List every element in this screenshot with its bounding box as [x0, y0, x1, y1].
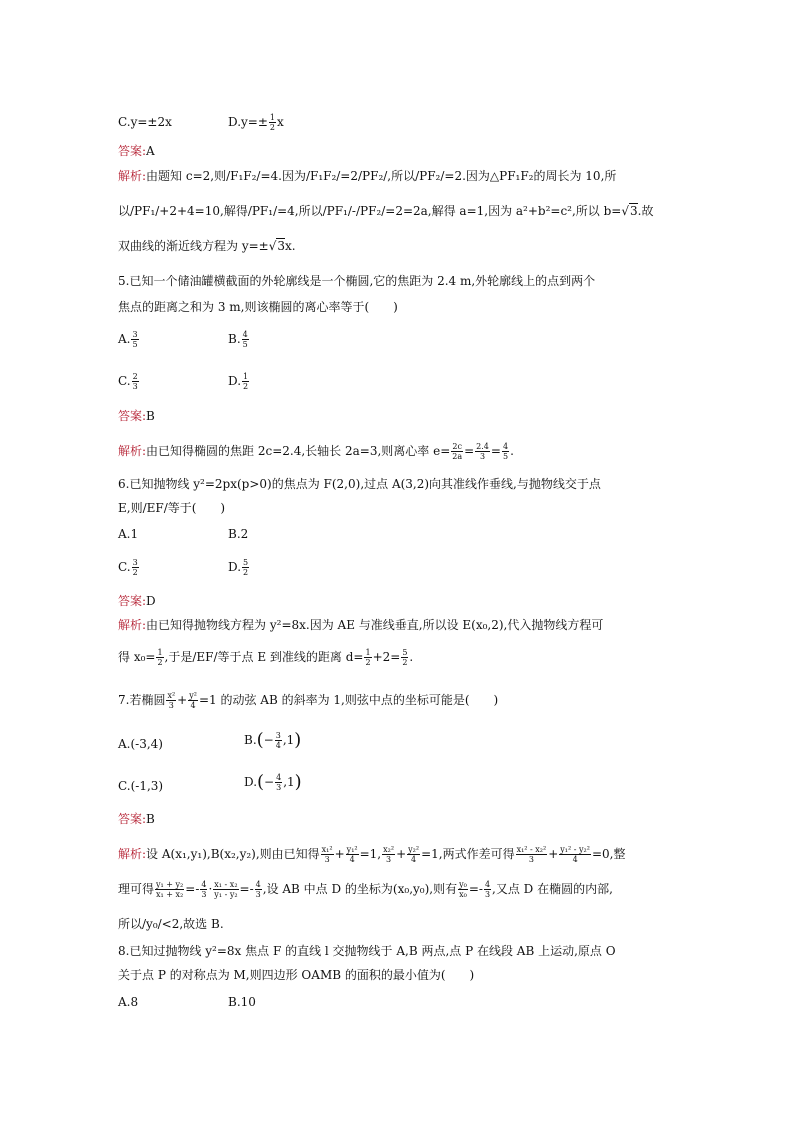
- numerator: 1: [157, 648, 163, 657]
- answer-label: 答案:: [118, 812, 147, 826]
- option-label: C.: [118, 115, 131, 129]
- analysis-text: ,于是/EF/等于点 E 到准线的距离 d=: [164, 650, 364, 664]
- sqrt-radicand: 3: [277, 239, 286, 253]
- fraction: [242, 330, 249, 349]
- option-label: B.: [228, 332, 241, 346]
- analysis-text: ·: [208, 882, 213, 896]
- denominator: y₁ - y₂: [214, 890, 238, 899]
- fraction: [451, 442, 463, 461]
- answer-label: 答案:: [118, 594, 147, 608]
- q7-option-b: B.(− $\frac{3}{4}$ ,1): [244, 729, 302, 751]
- denominator: 3: [276, 783, 282, 792]
- fraction: [346, 845, 359, 864]
- numerator: 1: [243, 372, 249, 381]
- numerator: 4: [242, 330, 248, 339]
- fraction: [484, 880, 491, 899]
- numerator: 3: [132, 558, 138, 567]
- fraction: [559, 845, 591, 864]
- answer-value: B: [146, 812, 155, 826]
- fraction: [242, 558, 249, 577]
- q6-option-c: [118, 558, 140, 577]
- fraction: [458, 880, 468, 899]
- denominator: 2: [132, 568, 138, 577]
- fraction: [364, 648, 371, 667]
- analysis-text: =-: [239, 882, 254, 896]
- answer-label: 答案:: [118, 144, 147, 158]
- fraction: [502, 442, 509, 461]
- denominator: 3: [386, 855, 392, 864]
- fraction: [255, 880, 262, 899]
- q5-stem-line-1: 5.已知一个储油罐横截面的外轮廓线是一个椭圆,它的焦距为 2.4 m,外轮廓线上的点到两个: [118, 274, 596, 288]
- q8-stem-line-1: 8.已知过抛物线 y²=8x 焦点 F 的直线 l 交抛物线于 A,B 两点,点 P 在线段 AB 上运动,原点 O: [118, 944, 616, 958]
- q4-option-d: [228, 113, 284, 132]
- denominator: 5: [242, 340, 248, 349]
- option-text: (-3,4): [130, 737, 163, 751]
- denominator: 3: [484, 890, 491, 899]
- numerator: 1: [365, 648, 371, 657]
- q7-option-c: [118, 777, 163, 795]
- analysis-label: 解析:: [118, 847, 147, 861]
- option-label: A.: [118, 737, 131, 751]
- denominator: 4: [275, 741, 281, 750]
- analysis-text: 由已知得椭圆的焦距 2c=2.4,长轴长 2a=3,则离心率 e=: [146, 444, 451, 458]
- q5-option-a: [118, 330, 140, 349]
- q6-option-b: [228, 525, 248, 543]
- numerator: 2: [132, 372, 138, 381]
- denominator: 3: [528, 855, 534, 864]
- q7-stem: [118, 691, 694, 710]
- numerator: 3: [132, 330, 138, 339]
- analysis-text: .: [409, 650, 414, 664]
- fraction: [131, 330, 138, 349]
- fraction: [188, 691, 198, 710]
- numerator: 2.4: [476, 442, 489, 451]
- numerator: x²: [167, 691, 176, 700]
- analysis-text: 设 A(x₁,y₁),B(x₂,y₂),则由已知得: [146, 847, 320, 861]
- denominator: 5: [502, 452, 509, 461]
- option-text: x: [277, 115, 284, 129]
- answer-value: D: [146, 594, 156, 608]
- option-text: 10: [240, 995, 256, 1009]
- option-text: (-1,3): [130, 779, 164, 793]
- fraction: [401, 648, 408, 667]
- fraction: [166, 691, 176, 710]
- option-label: A.: [118, 527, 131, 541]
- denominator: 2: [365, 658, 371, 667]
- q5-option-d: [228, 372, 250, 391]
- q8-stem-line-2: 关于点 P 的对称点为 M,则四边形 OAMB 的面积的最小值为( ): [118, 968, 475, 982]
- fraction: [269, 113, 276, 132]
- fraction: [407, 845, 420, 864]
- analysis-text: =-: [468, 882, 483, 896]
- option-label: D.: [244, 775, 258, 789]
- q8-option-b: [228, 993, 256, 1011]
- analysis-text: ,又点 D 在椭圆的内部,: [492, 882, 613, 896]
- q4-option-c: [118, 113, 172, 131]
- denominator: 2a: [452, 452, 463, 461]
- option-label: B.: [228, 995, 241, 1009]
- fraction: [242, 372, 249, 391]
- q6-analysis-line-2: [118, 648, 694, 667]
- numerator: x₁ - x₂: [214, 880, 238, 889]
- option-label: C.: [118, 374, 131, 388]
- numerator: x₂²: [383, 845, 395, 854]
- q5-option-c: [118, 372, 140, 391]
- q5-option-b: [228, 330, 250, 349]
- q6-option-d: [228, 558, 250, 577]
- option-text: ,1: [283, 775, 295, 789]
- fraction: [516, 845, 548, 864]
- analysis-text: 得 x₀=: [118, 650, 156, 664]
- q6-answer: [118, 592, 694, 610]
- option-text: y=±: [241, 115, 268, 129]
- analysis-label: 解析:: [118, 618, 147, 632]
- analysis-text: 由已知得抛物线方程为 y²=8x.因为 AE 与准线垂直,所以设 E(x₀,2),代入抛物线方程可: [146, 618, 604, 632]
- answer-value: A: [146, 144, 155, 158]
- denominator: 3: [201, 890, 207, 899]
- numerator: 2c: [452, 442, 462, 451]
- numerator: y₀: [459, 880, 467, 889]
- numerator: 4: [502, 442, 509, 451]
- option-label: B.: [228, 527, 241, 541]
- q5-stem-line-2: 焦点的距离之和为 3 m,则该椭圆的离心率等于( ): [118, 300, 398, 314]
- q4-analysis-line-3: 双曲线的渐近线方程为 y=±√3x.: [118, 239, 296, 253]
- fraction: [275, 773, 282, 792]
- numerator: y₁²: [346, 845, 358, 854]
- denominator: 2: [243, 568, 249, 577]
- option-label: A.: [118, 995, 131, 1009]
- numerator: 1: [269, 113, 275, 122]
- analysis-text: =-: [185, 882, 200, 896]
- analysis-text: 以/PF₁/+2+4=10,解得/PF₁/=4,所以/PF₁/-/PF₂/=2=2a,解得 a=1,因为 a²+b²=c²,所以 b=: [118, 204, 622, 218]
- right-paren: ): [294, 771, 302, 793]
- fraction: [475, 442, 490, 461]
- q6-stem-line-2: E,则/EF/等于( ): [118, 501, 226, 515]
- q7-analysis-line-3: 所以/y₀/<2,故选 B.: [118, 917, 224, 931]
- analysis-text: 双曲线的渐近线方程为 y=±: [118, 239, 269, 253]
- q8-option-a: [118, 993, 138, 1011]
- fraction: [382, 845, 395, 864]
- numerator: 5: [402, 648, 408, 657]
- answer-label: 答案:: [118, 409, 147, 423]
- option-text: 1: [130, 527, 139, 541]
- analysis-label: 解析:: [118, 169, 147, 183]
- q7-analysis-line-2: [118, 880, 694, 899]
- option-label: D.: [228, 115, 242, 129]
- analysis-label: 解析:: [118, 444, 147, 458]
- numerator: y₁ + y₂: [156, 880, 184, 889]
- q7-answer: [118, 810, 694, 828]
- numerator: y²: [189, 691, 197, 700]
- numerator: 3: [275, 731, 281, 740]
- right-paren: ): [294, 729, 302, 751]
- numerator: 4: [201, 880, 207, 889]
- q6-option-a: [118, 525, 138, 543]
- q5-answer: [118, 407, 694, 425]
- option-text: ,1: [282, 733, 295, 747]
- option-text: 2: [240, 527, 249, 541]
- analysis-text: x.: [285, 239, 296, 253]
- denominator: 2: [269, 123, 275, 132]
- q4-analysis-line-2: 以/PF₁/+2+4=10,解得/PF₁/=4,所以/PF₁/-/PF₂/=2=2a,解得 a=1,因为 a²+b²=c²,所以 b=√3.故: [118, 204, 654, 218]
- denominator: 4: [411, 855, 417, 864]
- denominator: 4: [349, 855, 355, 864]
- left-paren: (: [256, 729, 264, 751]
- numerator: 4: [276, 773, 282, 782]
- analysis-text: 由题知 c=2,则/F₁F₂/=4.因为/F₁F₂/=2/PF₂/,所以/PF₂/=2.因为△PF₁F₂的周长为 10,所: [146, 169, 617, 183]
- fraction: [275, 731, 282, 750]
- option-text: 8: [130, 995, 139, 1009]
- fraction: [200, 880, 207, 899]
- analysis-text: =0,整: [591, 847, 626, 861]
- denominator: 3: [324, 855, 330, 864]
- denominator: 2: [157, 658, 163, 667]
- denominator: 3: [168, 701, 174, 710]
- q7-analysis-line-1: 解析:设 A(x₁,y₁),B(x₂,y₂),则由已知得 $\frac{\text{x₁²}}{3}$ + $\frac{\text{y₁²}}{4}$ =1, $\frac{\text{x₂²}}{3}$ + $\frac{\text{y₂²}}{4}$ =1,两式作差可得 $\frac{\text{x₁² - x₂²}}{3}$ + $\frac{\text{y₁² - y₂²}}{4}$ =0,整: [118, 845, 626, 864]
- q6-analysis-line-1: [118, 616, 694, 634]
- denominator: 5: [132, 340, 138, 349]
- denominator: 4: [572, 855, 578, 864]
- fraction: [132, 372, 139, 391]
- stem-text: +: [177, 693, 188, 707]
- option-label: D.: [228, 560, 242, 574]
- denominator: 3: [132, 382, 138, 391]
- analysis-text: +2=: [372, 650, 401, 664]
- option-label: B.: [244, 733, 257, 747]
- fraction: [156, 648, 163, 667]
- analysis-text: =1,两式作差可得: [421, 847, 515, 861]
- left-paren: (: [257, 771, 265, 793]
- option-text: y=±2x: [130, 115, 172, 129]
- option-label: A.: [118, 332, 131, 346]
- q5-analysis: 解析:由已知得椭圆的焦距 2c=2.4,长轴长 2a=3,则离心率 e= $\frac{2c}{2a}$ = $\frac{2.4}{3}$ = $\frac{4}{5}$ .: [118, 442, 514, 461]
- q4-analysis-line-1: [118, 167, 694, 185]
- denominator: 3: [479, 452, 486, 461]
- fraction: [213, 880, 238, 899]
- numerator: 4: [255, 880, 261, 889]
- numerator: x₁²: [321, 845, 333, 854]
- analysis-text: =1,: [359, 847, 382, 861]
- sqrt-radicand: 3: [630, 204, 638, 218]
- analysis-text: 理可得: [118, 882, 155, 896]
- numerator: 4: [484, 880, 491, 889]
- fraction: [155, 880, 184, 899]
- denominator: 2: [402, 658, 408, 667]
- q6-stem-line-1: 6.已知抛物线 y²=2px(p>0)的焦点为 F(2,0),过点 A(3,2)向其准线作垂线,与抛物线交于点: [118, 477, 601, 491]
- fraction: [321, 845, 334, 864]
- analysis-text: .故: [637, 204, 654, 218]
- numerator: y₂²: [408, 845, 420, 854]
- option-label: D.: [228, 374, 242, 388]
- stem-text: =1 的动弦 AB 的斜率为 1,则弦中点的坐标可能是( ): [198, 693, 499, 707]
- option-label: C.: [118, 560, 131, 574]
- fraction: [132, 558, 139, 577]
- q7-option-d: D.(− $\frac{4}{3}$ ,1): [244, 771, 302, 793]
- answer-value: B: [146, 409, 155, 423]
- q7-option-a: [118, 735, 163, 753]
- denominator: 3: [255, 890, 261, 899]
- denominator: x₀: [459, 890, 467, 899]
- q4-answer: [118, 142, 694, 160]
- analysis-text: ,设 AB 中点 D 的坐标为(x₀,y₀),则有: [262, 882, 458, 896]
- stem-text: 7.若椭圆: [118, 693, 166, 707]
- option-label: C.: [118, 779, 131, 793]
- denominator: x₁ + x₂: [156, 890, 184, 899]
- numerator: x₁² - x₂²: [516, 845, 547, 854]
- denominator: 4: [190, 701, 196, 710]
- denominator: 2: [243, 382, 249, 391]
- numerator: 5: [243, 558, 249, 567]
- numerator: y₁² - y₂²: [560, 845, 590, 854]
